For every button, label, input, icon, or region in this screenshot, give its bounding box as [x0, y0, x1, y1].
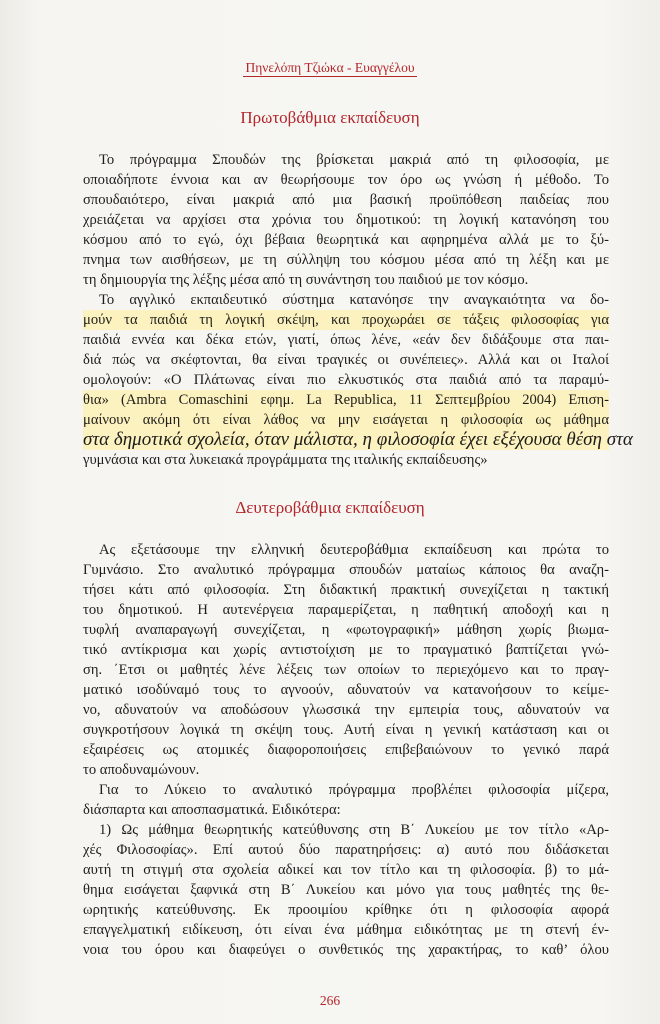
text-line: εξαιρέσεις ως ατομικές διαφοροποιήσεις επιβεβαιώνουν το γενικό παρά — [83, 742, 609, 758]
text-line: τήσει κάτι από φιλοσοφία. Στη διδακτική πρακτική συνεχίζεται η τακτική — [83, 582, 609, 598]
text-line: χρειάζεται να αρχίσει στα χρόνια του δημοτικού: τη λογική κατανόηση του — [83, 212, 609, 228]
text-line: Το αγγλικό εκπαιδευτικό σύστημα κατανόησε την αναγκαιότητα να δο- — [99, 292, 609, 308]
text-line: τυφλή αναπαραγωγή συνεχίζεται, η «φωτογραφική» μάθηση χωρίς βιωμα- — [83, 622, 609, 638]
text-line: σπουδαιότερο, είναι μακριά από μια βασική προϋπόθεση παιδείας που — [83, 192, 609, 208]
text-line: χές Φιλοσοφίας». Επί αυτού δύο παρατηρήσεις: α) αυτό που διδάσκεται — [83, 842, 609, 858]
text-line: διά πώς να σκέφτονται, θα είναι τραγικές οι συνέπειες». Αλλά και οι Ιταλοί — [83, 352, 609, 368]
text-line: το αποδυναμώνουν. — [83, 762, 200, 778]
section-body-secondary — [83, 540, 609, 960]
section-body-primary — [83, 150, 633, 470]
text-line: θια» (Ambra Comaschini εφημ. La Republica, 11 Σεπτεμβρίου 2004) Επιση- — [83, 392, 609, 408]
text-line: ομολογούν: «Ο Πλάτωνας είναι πιο ελκυστικός στα παιδιά από τα παραμύ- — [83, 372, 609, 388]
text-line: μαίνουν ακόμη ότι είναι λάθος να μην εισάγεται η φιλοσοφία ως μάθημα — [83, 412, 609, 428]
text-line: Ας εξετάσουμε την ελληνική δευτεροβάθμια εκπαίδευση και πρώτα το — [99, 542, 609, 558]
text-line: οποιαδήποτε έννοια και αν θεωρήσουμε τον όρο ως γνώση ή μέθοδο. Το — [83, 172, 609, 188]
text-line: αυτή τη στιγμή στα σχολεία αδικεί και τον τίτλο και τη φιλοσοφία. β) το μά- — [83, 862, 609, 878]
text-line-emphasized: στα δημοτικά σχολεία, όταν μάλιστα, η φιλοσοφία έχει εξέχουσα θέση στα — [83, 429, 633, 450]
page-number: 266 — [319, 993, 341, 1008]
text-line: Για το Λύκειο το αναλυτικό πρόγραμμα προβλέπει φιλοσοφία μίζερα, — [99, 782, 609, 798]
text-line: ωρητικής κατεύθυνσης. Εκ προοιμίου κρίθηκε ότι η φιλοσοφία αφορά — [83, 902, 609, 918]
text-line: επαγγελματική ειδίκευση, ότι είναι ένα μάθημα ειδικότητας με τη στενή έν- — [83, 922, 609, 938]
text-line: του δημοτικού. Η αυτενέργεια παραμερίζεται, η παθητική αποδοχή και η — [83, 602, 609, 618]
running-head — [0, 60, 660, 76]
text-line: γυμνάσια και στα λυκειακά προγράμματα της ιταλικής εκπαίδευσης» — [83, 452, 488, 468]
text-line: παιδιά εννέα και δέκα ετών, γιατί, όπως λένε, «εάν δεν διδάξουμε στα παι- — [83, 332, 609, 348]
text-line: Γυμνάσιο. Στο αναλυτικό πρόγραμμα σπουδών ματαίως κάποιος θα αναζη- — [83, 562, 609, 578]
text-line: Το πρόγραμμα Σπουδών της βρίσκεται μακριά από τη φιλοσοφία, με — [99, 152, 609, 168]
text-line: 1) Ως μάθημα θεωρητικής κατεύθυνσης στη Β΄ Λυκείου με τον τίτλο «Αρ- — [99, 822, 609, 838]
running-head-text: Πηνελόπη Τζιώκα - Ευαγγέλου — [245, 60, 415, 75]
text-line: ματικό ισοδύναμό τους το αγνοούν, αδυνατούν να κατανοήσουν το κείμε- — [83, 682, 609, 698]
text-line: μούν τα παιδιά τη λογική σκέψη, και προχωράει σε τάξεις φιλοσοφίας για — [83, 312, 609, 328]
section-title-secondary: Δευτεροβάθμια εκπαίδευση — [235, 498, 425, 517]
text-line: διάσπαρτα και αποσπασματικά. Ειδικότερα: — [83, 802, 341, 818]
text-line: πνημα των αισθήσεων, με τη σύλληψη του κόσμου μέσα από τη λέξη και με — [83, 252, 609, 268]
text-line: τη δημιουργία της λέξης μέσα από τη συνάντηση του παιδιού με τον κόσμο. — [83, 272, 529, 288]
text-line: θημα εισάγεται ξαφνικά στη Β΄ Λυκείου και μόνο για τους μαθητές της θε- — [83, 882, 609, 898]
text-line: νοια του όρου και διαφεύγει ο συνθετικός της χαρακτήρας, το καθ’ όλου — [83, 942, 609, 958]
text-line: συγκροτήσουν λογικά τη σκέψη τους. Αυτή είναι η γενική κατάσταση και οι — [83, 722, 609, 738]
text-line: κόσμου από το εγώ, όχι βέβαια θεωρητικά και αφηρημένα αλλά με το ξύ- — [83, 232, 609, 248]
section-title-primary: Πρωτοβάθμια εκπαίδευση — [240, 108, 420, 127]
text-line: τικό αντίκρισμα και χωρίς αντιστοίχιση με το πραγματικό βαπτίζεται γνώ- — [83, 642, 609, 658]
text-line: ση. ΄Ετσι οι μαθητές λένε λέξεις των οποίων το περιεχόμενο και το πραγ- — [83, 662, 609, 678]
text-line: νο, αδυνατούν να αποδώσουν γλωσσικά την εμπειρία τους, αδυνατούν να — [83, 702, 609, 718]
